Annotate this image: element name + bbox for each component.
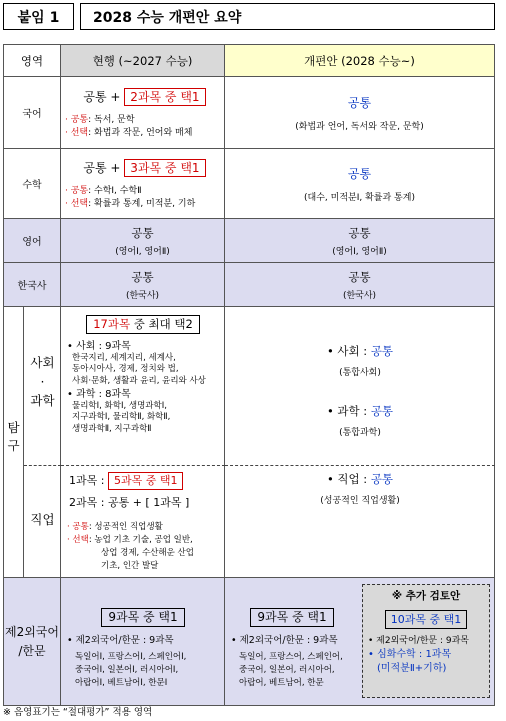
second-lang-cur-head: • 제2외국어/한문 : 9과목 xyxy=(67,635,174,646)
new-science-sub: (통합과학) xyxy=(339,428,381,438)
math-new-sub: (대수, 미적분Ⅰ, 확률과 통계) xyxy=(304,192,415,203)
korean-choice-val: : 화법과 작문, 언어와 매체 xyxy=(88,127,193,138)
korean-new-title: 공통 xyxy=(347,95,372,110)
history-cur-title: 공통 xyxy=(131,269,154,284)
summary-table xyxy=(3,44,495,706)
new-science-key: • 과학 : xyxy=(326,404,368,418)
english-new-title: 공통 xyxy=(348,225,371,240)
socsci-label-3: 과학 xyxy=(30,393,55,408)
new-voc-key: • 직업 : xyxy=(326,472,368,486)
science-list-3: 생명과학Ⅱ, 지구과학Ⅱ xyxy=(72,423,152,434)
english-cur-title: 공통 xyxy=(131,225,154,240)
history-current xyxy=(61,263,225,307)
appendix-tag-text: 붙임 1 xyxy=(17,9,60,26)
english-reform xyxy=(225,219,495,263)
korean-new-sub: (화법과 언어, 독서와 작문, 문학) xyxy=(295,121,424,132)
row-label-second-lang xyxy=(4,578,61,706)
voc-choice-val: : 농업 기초 기술, 공업 일반, xyxy=(88,535,193,545)
voc-choice-l3: 기초, 인간 발달 xyxy=(101,561,159,571)
inquiry-label-2: 구 xyxy=(7,438,20,453)
second-lang-cur-l2: 중국어Ⅰ, 일본어Ⅰ, 러시아어Ⅰ, xyxy=(75,665,179,675)
row-second-lang xyxy=(4,578,495,706)
row-label-english: 영어 xyxy=(4,219,61,263)
row-label-korean: 국어 xyxy=(4,77,61,149)
second-lang-new-head: • 제2외국어/한문 : 9과목 xyxy=(231,635,338,646)
korean-common-val: : 독서, 문학 xyxy=(88,114,135,125)
extra-review-b3: (미적분Ⅱ+기하) xyxy=(377,663,447,674)
second-lang-new-choice: 9과목 중 택1 xyxy=(250,608,333,627)
math-choice-key: 선택 xyxy=(70,198,89,209)
second-lang-cur-l1: 독일어Ⅰ, 프랑스어Ⅰ, 스페인어Ⅰ, xyxy=(75,652,187,662)
voc-l1-a: 1과목 : xyxy=(69,474,105,487)
inquiry-label-1: 탐 xyxy=(7,420,20,435)
extra-review-b2: • 심화수학 : 1과목 xyxy=(368,649,452,660)
korean-current: 공통 + 2과목 중 택1 · 공통: 독서, 문학 · 선택: 화법과 작문, 언어와 매체 xyxy=(61,77,225,149)
english-cur-sub: (영어Ⅰ, 영어Ⅱ) xyxy=(115,246,170,257)
second-lang-cur-l3: 아랍어Ⅰ, 베트남어Ⅰ, 한문Ⅰ xyxy=(75,678,168,688)
math-choice-box: 3과목 중 택1 xyxy=(124,159,205,177)
row-english xyxy=(4,219,495,263)
math-reform xyxy=(225,149,495,219)
voc-common-val: : 성공적인 직업생활 xyxy=(88,522,163,532)
socsci-label-1: 사회 xyxy=(30,355,55,370)
voc-common-key: 공통 xyxy=(72,522,89,532)
voc-choice-text: 5과목 중 택1 xyxy=(113,474,178,487)
math-new-title: 공통 xyxy=(347,166,372,181)
korean-common-key: 공통 xyxy=(70,114,89,125)
second-lang-new-l3: 아랍어, 베트남어, 한문 xyxy=(239,678,324,688)
voc-choice-key: 선택 xyxy=(72,535,89,545)
inquiry-reform xyxy=(225,307,495,578)
science-list-1: 물리학Ⅰ, 화학Ⅰ, 생명과학Ⅰ, xyxy=(72,400,167,411)
col-area: 영역 xyxy=(4,45,61,77)
voc-choice-box xyxy=(108,472,184,490)
history-reform xyxy=(225,263,495,307)
new-voc-val: 공통 xyxy=(370,472,394,486)
socsci-choice-box xyxy=(86,315,200,334)
history-cur-sub: (한국사) xyxy=(125,290,160,301)
col-current: 현행 (~2027 수능) xyxy=(61,45,225,77)
header-row xyxy=(4,45,495,77)
english-new-sub: (영어Ⅰ, 영어Ⅱ) xyxy=(332,246,387,257)
voc-l2: 2과목 : 공통 + [ 1과목 ] xyxy=(69,496,190,509)
extra-review-box xyxy=(362,584,490,698)
social-list-1: 한국지리, 세계지리, 세계사, xyxy=(72,352,176,363)
second-lang-reform xyxy=(225,578,495,706)
row-inquiry xyxy=(4,307,495,578)
social-list-3: 사회·문화, 생활과 윤리, 윤리와 사상 xyxy=(72,375,206,386)
doc-title: 2028 수능 개편안 요약 xyxy=(93,9,242,26)
new-social-val: 공통 xyxy=(370,344,394,358)
new-social-key: • 사회 : xyxy=(326,344,368,358)
social-list-2: 동아시아사, 경제, 정치와 법, xyxy=(72,364,179,374)
new-social-sub: (통합사회) xyxy=(339,368,381,378)
social-head: • 사회 : 9과목 xyxy=(67,341,131,352)
new-science-val: 공통 xyxy=(370,404,394,418)
row-label-inquiry xyxy=(4,307,61,578)
second-lang-label-2: /한문 xyxy=(18,643,46,658)
row-korean xyxy=(4,77,495,149)
socsci-choice-num: 17과목 xyxy=(93,317,131,331)
row-label-history: 한국사 xyxy=(4,263,61,307)
socsci-choice-rest: 중 최대 택2 xyxy=(133,317,193,331)
korean-choice-box: 2과목 중 택1 xyxy=(124,88,205,106)
appendix-tag xyxy=(3,3,74,30)
second-lang-new-l2: 중국어, 일본어, 러시아어, xyxy=(239,665,335,675)
korean-choice-key: 선택 xyxy=(70,127,89,138)
science-head: • 과학 : 8과목 xyxy=(67,389,131,400)
col-reform: 개편안 (2028 수능~) xyxy=(225,45,495,77)
history-new-sub: (한국사) xyxy=(342,290,377,301)
socsci-label-2: · xyxy=(40,374,45,389)
doc-title-box xyxy=(80,3,495,30)
footnote: ※ 음영표기는 “절대평가” 적용 영역 xyxy=(3,707,153,718)
math-common-val: : 수학Ⅰ, 수학Ⅱ xyxy=(88,185,142,196)
row-label-math: 수학 xyxy=(4,149,61,219)
row-history xyxy=(4,263,495,307)
history-new-title: 공통 xyxy=(348,269,371,284)
english-current xyxy=(61,219,225,263)
math-common: 공통 + xyxy=(83,160,121,175)
korean-reform xyxy=(225,77,495,149)
second-lang-new-l1: 독일어, 프랑스어, 스페인어, xyxy=(239,652,343,662)
science-list-2: 지구과학Ⅰ, 물리학Ⅱ, 화학Ⅱ, xyxy=(72,412,171,422)
math-choice-val: : 확률과 통계, 미적분, 기하 xyxy=(88,198,196,209)
second-lang-label-1: 제2외국어 xyxy=(4,624,59,639)
extra-review-choice: 10과목 중 택1 xyxy=(390,613,462,626)
second-lang-cur-choice: 9과목 중 택1 xyxy=(101,608,184,627)
voc-label: 직업 xyxy=(30,512,55,527)
inquiry-current: 17과목 중 최대 택2 • 사회 : 9과목 한국지리, 세계지리, 세계사, 동아시아사, 경제, 정치와 법, 사회·문화, 생활과 윤리, 윤리와 사상 • 과학 : 8과목 물리학Ⅰ, 화학Ⅰ, 생명과학Ⅰ, 지구과학Ⅰ, 물리학Ⅱ, 화학Ⅱ, 생명과학Ⅱ, 지구과학Ⅱ 1과목 : 5과목 중 택1 2과목 : 공통 + [ 1과목 ] · 공통: 성공적인 직업생활 · 선택: 농업 기초 기술, 공업 일반, 상업 경제, 수산해운 산업 기초, 인간 발달 xyxy=(61,307,225,578)
math-common-key: 공통 xyxy=(70,185,89,196)
row-math xyxy=(4,149,495,219)
second-lang-current xyxy=(61,578,225,706)
new-voc-sub: (성공적인 직업생활) xyxy=(320,496,400,506)
korean-common: 공통 + xyxy=(83,89,121,104)
voc-choice-l2: 상업 경제, 수산해운 산업 xyxy=(101,548,194,558)
extra-review-title: ※ 추가 검토안 xyxy=(391,590,461,602)
extra-review-b1: • 제2외국어/한문 : 9과목 xyxy=(368,636,469,646)
math-current: 공통 + 3과목 중 택1 · 공통: 수학Ⅰ, 수학Ⅱ · 선택: 확률과 통계, 미적분, 기하 xyxy=(61,149,225,219)
